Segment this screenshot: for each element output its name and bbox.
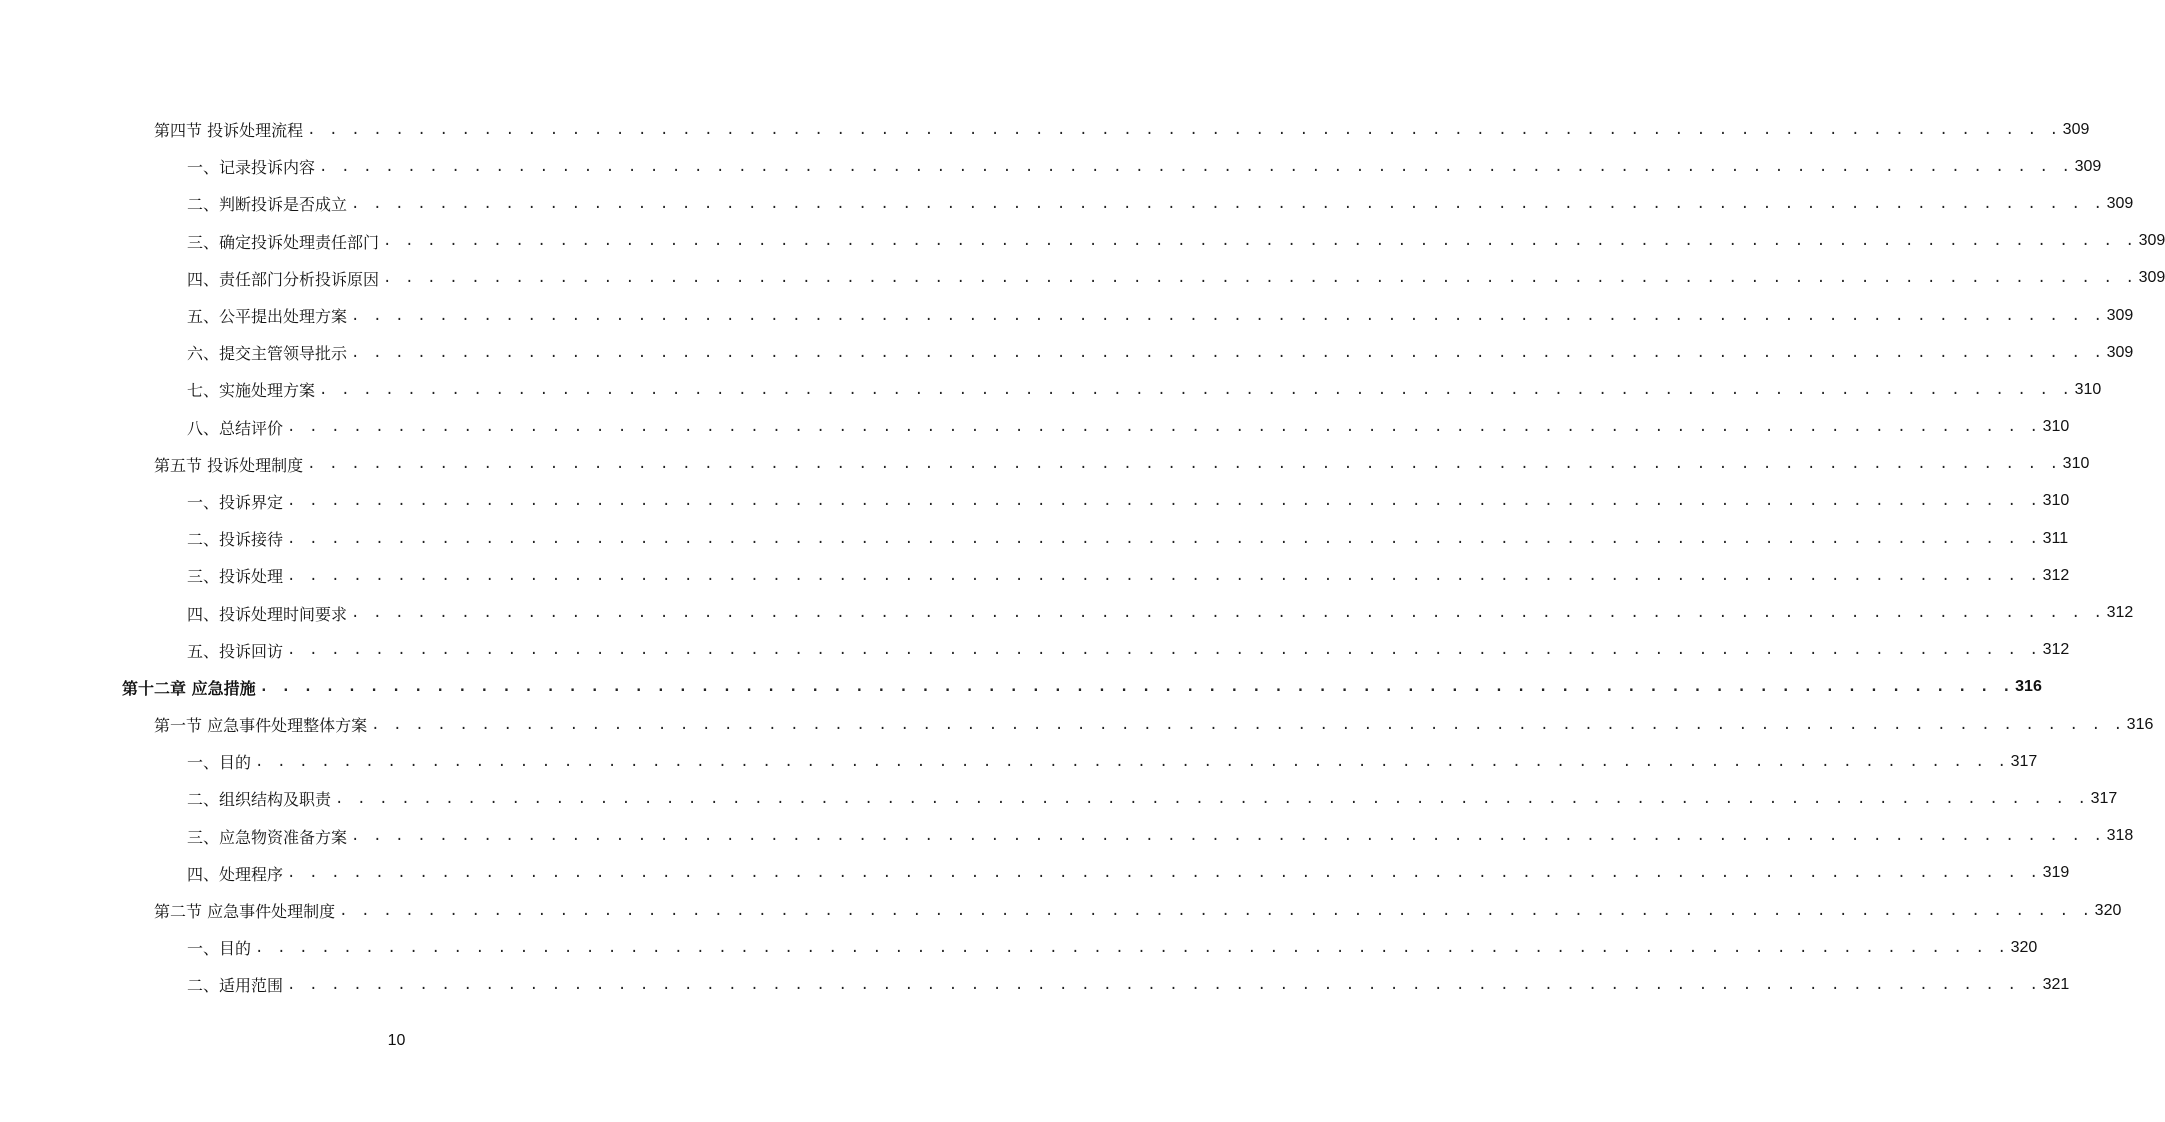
toc-entry-page: 320	[2010, 938, 2038, 956]
dot-leader: . . . . . . . . . . . . . . . . . . . . . . . . . . . . . . . . . . . . . . . . . . . . . . . . . . . . . . . . . . . . . . . . . . . . . . . . . . . . . . . .	[287, 493, 2041, 510]
dot-leader: . . . . . . . . . . . . . . . . . . . . . . . . . . . . . . . . . . . . . . . . . . . . . . . . . . . . . . . . . . . . . . . . . . . . . . . . . . . . . . . .	[319, 158, 2073, 175]
toc-entry-page: 309	[2138, 269, 2165, 287]
toc-entry[interactable]	[0, 632, 2070, 669]
toc-entry-page: 312	[2042, 566, 2070, 584]
toc-entry[interactable]	[0, 371, 2102, 408]
toc-entry-title: 一、目的	[187, 753, 252, 773]
dot-leader: . . . . . . . . . . . . . . . . . . . . . . . . . . . . . . . . . . . . . . . . . . . . . . . . . . . . . . . . . . . . . . . . . . . . . . . . . . . . . . . .	[287, 530, 2041, 547]
toc-entry-title: 第十二章 应急措施	[122, 678, 256, 698]
toc-entry-page: 310	[2074, 380, 2102, 398]
toc-entry-page: 317	[2010, 752, 2038, 770]
toc-entry-title: 第五节 投诉处理制度	[154, 455, 304, 475]
toc-entry-page: 312	[2106, 604, 2134, 622]
toc-entry-title: 三、应急物资准备方案	[187, 827, 348, 847]
toc-entry-title: 二、组织结构及职责	[187, 790, 332, 810]
toc-entry-page: 320	[2094, 901, 2122, 919]
toc-entry[interactable]	[0, 446, 2090, 483]
toc-entry[interactable]	[0, 818, 2134, 855]
dot-leader: . . . . . . . . . . . . . . . . . . . . . . . . . . . . . . . . . . . . . . . . . . . . . . . . . . . . . . . . . . . . . . . . . . . . . . . . . . . . . . . .	[287, 865, 2041, 882]
toc-entry[interactable]	[0, 223, 2165, 260]
dot-leader: . . . . . . . . . . . . . . . . . . . . . . . . . . . . . . . . . . . . . . . . . . . . . . . . . . . . . . . . . . . . . . . . . . . . . . . . . . . . . . . .	[319, 381, 2073, 398]
toc-entry[interactable]	[0, 334, 2134, 371]
toc-entry-page: 310	[2042, 418, 2070, 436]
dot-leader: . . . . . . . . . . . . . . . . . . . . . . . . . . . . . . . . . . . . . . . . . . . . . . . . . . . . . . . . . . . . . . . . . . . . . . . . . . . . . . . .	[351, 307, 2105, 324]
toc-entry-title: 七、实施处理方案	[187, 381, 316, 401]
dot-leader: . . . . . . . . . . . . . . . . . . . . . . . . . . . . . . . . . . . . . . . . . . . . . . . . . . . . . . . . . . . . . . . . . . . . . . . . . . . . . . . .	[383, 270, 2137, 287]
toc-entry[interactable]	[0, 706, 2154, 743]
toc-entry-page: 309	[2106, 343, 2134, 361]
toc-entry[interactable]	[0, 929, 2038, 966]
toc-entry-title: 六、提交主管领导批示	[187, 344, 348, 364]
toc-entry[interactable]	[0, 297, 2134, 334]
toc-entry-title: 五、公平提出处理方案	[187, 307, 348, 327]
toc-entry-page: 318	[2106, 827, 2134, 845]
toc-entry-page: 309	[2106, 306, 2134, 324]
dot-leader: . . . . . . . . . . . . . . . . . . . . . . . . . . . . . . . . . . . . . . . . . . . . . . . . . . . . . . . . . . . . . . . . . . . . . . . . . . . . . . . .	[335, 790, 2089, 807]
toc-entry[interactable]	[0, 594, 2134, 631]
toc-entry-page: 321	[2042, 975, 2070, 993]
toc-entry-title: 第二节 应急事件处理制度	[154, 902, 336, 922]
dot-leader: . . . . . . . . . . . . . . . . . . . . . . . . . . . . . . . . . . . . . . . . . . . . . . . . . . . . . . . . . . . . . . . . . . . . . . . . . . . . . . . .	[307, 121, 2061, 138]
toc-entry-title: 二、判断投诉是否成立	[187, 195, 348, 215]
toc-entry[interactable]	[0, 780, 2118, 817]
dot-leader: . . . . . . . . . . . . . . . . . . . . . . . . . . . . . . . . . . . . . . . . . . . . . . . . . . . . . . . . . . . . . . . . . . . . . . . . . . . . . . . .	[287, 976, 2041, 993]
toc-entry-page: 309	[2062, 120, 2090, 138]
toc-entry-title: 四、处理程序	[187, 864, 284, 884]
toc-entry[interactable]	[0, 892, 2122, 929]
toc-entry-page: 317	[2090, 789, 2118, 807]
toc-entry-title: 四、投诉处理时间要求	[187, 604, 348, 624]
toc-entry[interactable]	[0, 185, 2134, 222]
toc-entry-page: 310	[2042, 492, 2070, 510]
toc-entry[interactable]	[0, 260, 2165, 297]
page-number: 10	[387, 1032, 406, 1049]
toc-entry[interactable]	[0, 855, 2070, 892]
toc-entry-title: 三、确定投诉处理责任部门	[187, 232, 380, 252]
toc-entry[interactable]	[0, 669, 2042, 706]
toc-entry-page: 311	[2042, 529, 2069, 547]
toc-entry[interactable]	[0, 520, 2069, 557]
toc-entry-title: 二、适用范围	[187, 976, 284, 996]
toc-entry-page: 319	[2042, 864, 2070, 882]
dot-leader: . . . . . . . . . . . . . . . . . . . . . . . . . . . . . . . . . . . . . . . . . . . . . . . . . . . . . . . . . . . . . . . . . . . . . . . . . . . . . . . .	[351, 195, 2105, 212]
toc-entry[interactable]	[0, 148, 2102, 185]
dot-leader: . . . . . . . . . . . . . . . . . . . . . . . . . . . . . . . . . . . . . . . . . . . . . . . . . . . . . . . . . . . . . . . . . . . . . . . . . . . . . . . .	[339, 902, 2093, 919]
toc-entry[interactable]	[0, 483, 2070, 520]
toc-entry-title: 五、投诉回访	[187, 641, 284, 661]
dot-leader: . . . . . . . . . . . . . . . . . . . . . . . . . . . . . . . . . . . . . . . . . . . . . . . . . . . . . . . . . . . . . . . . . . . . . . . . . . . . . . . .	[371, 716, 2125, 733]
toc-entry-title: 三、投诉处理	[187, 567, 284, 587]
toc-entry[interactable]	[0, 111, 2090, 148]
toc-entry-title: 二、投诉接待	[187, 530, 284, 550]
toc-entry-page: 316	[2126, 715, 2154, 733]
dot-leader: . . . . . . . . . . . . . . . . . . . . . . . . . . . . . . . . . . . . . . . . . . . . . . . . . . . . . . . . . . . . . . . . . . . . . . . . . . . . . . . .	[351, 344, 2105, 361]
dot-leader: . . . . . . . . . . . . . . . . . . . . . . . . . . . . . . . . . . . . . . . . . . . . . . . . . . . . . . . . . . . . . . . . . . . . . . . . . . . . . . . .	[287, 642, 2041, 659]
toc-entry-title: 第四节 投诉处理流程	[154, 121, 304, 141]
dot-leader: . . . . . . . . . . . . . . . . . . . . . . . . . . . . . . . . . . . . . . . . . . . . . . . . . . . . . . . . . . . . . . . . . . . . . . . . . . . . . . . .	[351, 605, 2105, 622]
toc-entry[interactable]	[0, 557, 2070, 594]
dot-leader: . . . . . . . . . . . . . . . . . . . . . . . . . . . . . . . . . . . . . . . . . . . . . . . . . . . . . . . . . . . . . . . . . . . . . . . . . . . . . . . .	[287, 567, 2041, 584]
dot-leader: . . . . . . . . . . . . . . . . . . . . . . . . . . . . . . . . . . . . . . . . . . . . . . . . . . . . . . . . . . . . . . . . . . . . . . . . . . . . . . . .	[383, 233, 2137, 250]
toc-entry-page: 310	[2062, 455, 2090, 473]
toc-entry-page: 312	[2042, 641, 2070, 659]
toc-entry-page: 309	[2074, 157, 2102, 175]
dot-leader: . . . . . . . . . . . . . . . . . . . . . . . . . . . . . . . . . . . . . . . . . . . . . . . . . . . . . . . . . . . . . . . . . . . . . . . . . . . . . . . .	[287, 419, 2041, 436]
dot-leader: . . . . . . . . . . . . . . . . . . . . . . . . . . . . . . . . . . . . . . . . . . . . . . . . . . . . . . . . . . . . . . . . . . . . . . . . . . . . . . . .	[255, 939, 2009, 956]
dot-leader: . . . . . . . . . . . . . . . . . . . . . . . . . . . . . . . . . . . . . . . . . . . . . . . . . . . . . . . . . . . . . . . . . . . . . . . . . . . . . . . .	[255, 753, 2009, 770]
dot-leader: . . . . . . . . . . . . . . . . . . . . . . . . . . . . . . . . . . . . . . . . . . . . . . . . . . . . . . . . . . . . . . . . . . . . . . . . . . . . . . . .	[259, 679, 2014, 696]
table-of-contents	[0, 111, 2165, 1004]
toc-entry-title: 一、目的	[187, 939, 252, 959]
toc-entry[interactable]	[0, 743, 2038, 780]
toc-entry-title: 第一节 应急事件处理整体方案	[154, 716, 368, 736]
toc-entry[interactable]	[0, 966, 2070, 1003]
toc-entry-title: 八、总结评价	[187, 418, 284, 438]
toc-entry[interactable]	[0, 409, 2070, 446]
toc-entry-title: 一、投诉界定	[187, 492, 284, 512]
toc-entry-title: 四、责任部门分析投诉原因	[187, 269, 380, 289]
dot-leader: . . . . . . . . . . . . . . . . . . . . . . . . . . . . . . . . . . . . . . . . . . . . . . . . . . . . . . . . . . . . . . . . . . . . . . . . . . . . . . . .	[351, 828, 2105, 845]
dot-leader: . . . . . . . . . . . . . . . . . . . . . . . . . . . . . . . . . . . . . . . . . . . . . . . . . . . . . . . . . . . . . . . . . . . . . . . . . . . . . . . .	[307, 456, 2061, 473]
toc-entry-page: 309	[2138, 232, 2165, 250]
toc-entry-page: 316	[2015, 678, 2042, 696]
toc-entry-page: 309	[2106, 194, 2134, 212]
toc-entry-title: 一、记录投诉内容	[187, 158, 316, 178]
